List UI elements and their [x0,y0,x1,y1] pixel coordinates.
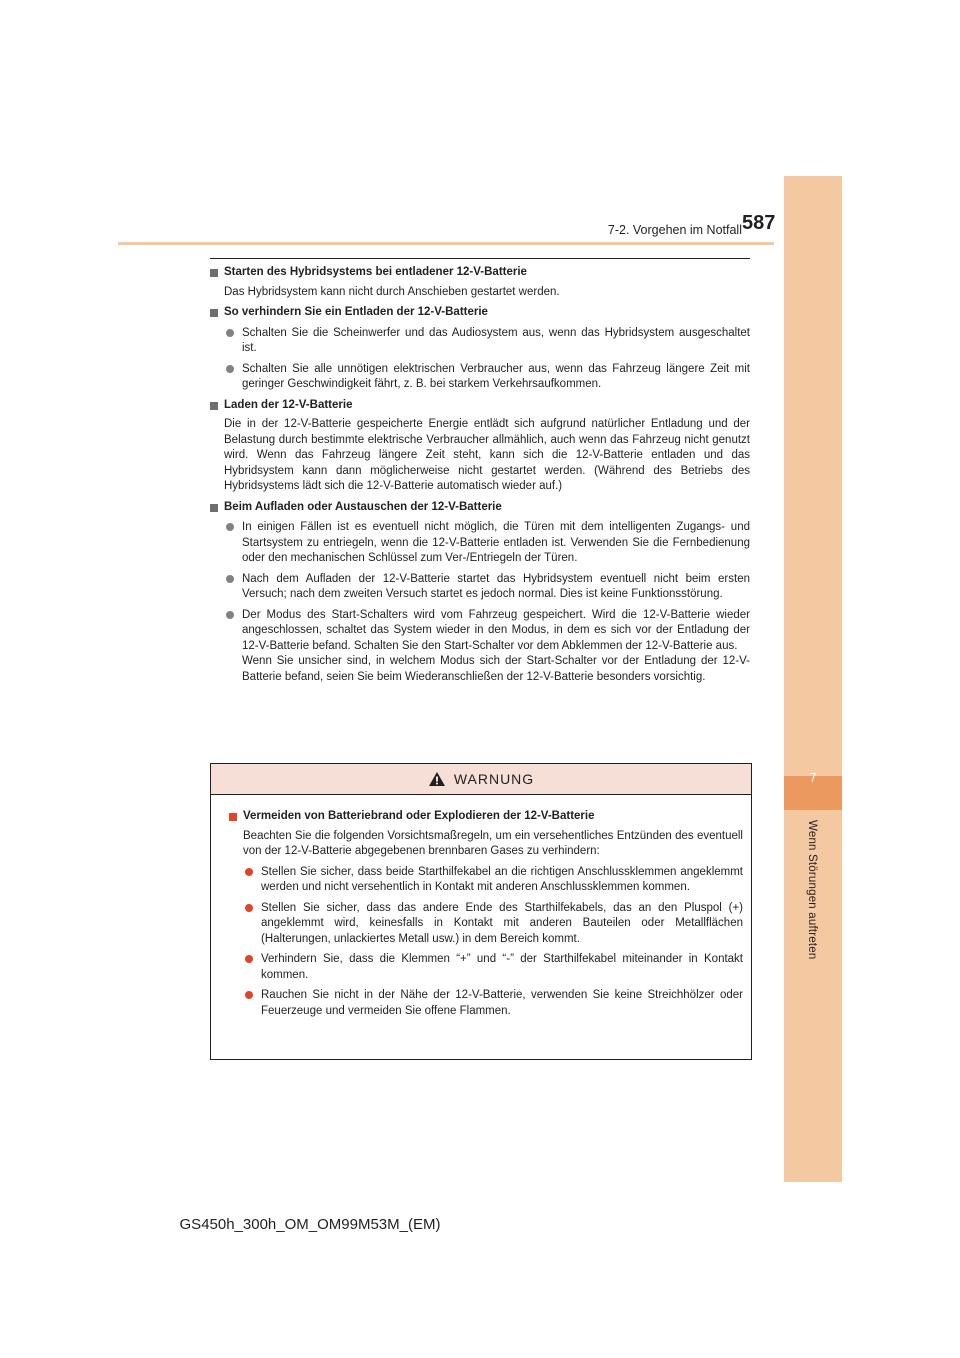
chapter-tab-top [784,176,842,776]
section-title: Beim Aufladen oder Austauschen der 12-V-Batterie [210,500,750,516]
section-charging [210,398,750,495]
chapter-number: 7 [809,770,817,785]
section-prevent-discharge [210,305,750,393]
section-text: Das Hybridsystem kann nicht durch Anschieben gestartet werden. [224,285,560,298]
chapter-title: Wenn Störungen auftreten [806,820,818,960]
page-number: 587 [742,212,776,234]
warning-header [211,764,751,795]
content-top-rule [210,258,750,259]
warning-heading: Vermeiden von Batteriebrand oder Explodieren der 12-V-Batterie [229,809,743,825]
section-starting [210,265,750,300]
list-item: Schalten Sie alle unnötigen elektrischen Verbraucher aus, wenn das Fahrzeug längere Zeit mit geringer Geschwindigkeit fährt, z. B. bei starkem Verkehrsaufkommen. [210,362,750,393]
circle-bullet-icon [226,523,234,531]
warning-intro: Beachten Sie die folgenden Vorsichtsmaßregeln, um ein versehentliches Entzünden des eventuell von der 12-V-Batterie abgegebenen brennbaren Gases zu verhindern: [243,829,743,857]
list-item: Rauchen Sie nicht in der Nähe der 12-V-Batterie, verwenden Sie keine Streichhölzer oder Feuerzeuge und vermeiden Sie offene Flammen. [229,988,743,1019]
warning-title: WARNUNG [453,771,535,787]
section-header: 7-2. Vorgehen im Notfall [607,223,742,237]
header-rule [118,242,774,245]
section-recharging-replacing [210,500,750,686]
circle-bullet-icon [226,329,234,337]
square-bullet-icon [229,813,237,821]
square-bullet-icon [210,504,218,512]
circle-bullet-icon [245,955,253,963]
square-bullet-icon [210,269,218,277]
list-item: In einigen Fällen ist es eventuell nicht möglich, die Türen mit dem intelligenten Zugangs- und Startsystem zu entriegeln, wenn die 12-V-Batterie entladen ist. Verwenden Sie die Fernbedienung oder den mechanischen Schlüssel zum Ver-/Entriegeln der Türen. [210,520,750,567]
circle-bullet-icon [245,904,253,912]
list-item: Stellen Sie sicher, dass beide Starthilfekabel an die richtigen Anschlussklemmen angeklemmt werden und nicht versehentlich in Kontakt mit anderen Anschlussklemmen kommen. [229,865,743,896]
circle-bullet-icon [226,611,234,619]
section-text: Die in der 12-V-Batterie gespeicherte Energie entlädt sich aufgrund natürlicher Entladung und der Belastung durch bestimmte elektrische Verbraucher allmählich, auch wenn das Fahrzeug nicht genutzt wird. Wenn das Fahrzeug längere Zeit steht, kann sich die 12-V-Batterie entladen und das Hybridsystem kann dann möglicherweise nicht gestartet werden. (Während des Betriebs des Hybridsystems lädt sich die 12-V-Batterie automatisch wieder auf.) [224,418,750,492]
circle-bullet-icon [226,575,234,583]
list-item: Stellen Sie sicher, dass das andere Ende des Starthilfekabels, das an den Pluspol (+) angeklemmt wird, keinesfalls in Kontakt mit anderen Bauteilen oder Metallflächen (Halterungen, unlackiertes Metall usw.) in dem Bereich kommt. [229,901,743,948]
circle-bullet-icon [245,991,253,999]
section-title: Laden der 12-V-Batterie [210,398,750,414]
square-bullet-icon [210,402,218,410]
circle-bullet-icon [245,868,253,876]
list-item: Verhindern Sie, dass die Klemmen “+” und “-” der Starthilfekabel miteinander in Kontakt kommen. [229,952,743,983]
list-item: Schalten Sie die Scheinwerfer und das Audiosystem aus, wenn das Hybridsystem ausgeschaltet ist. [210,326,750,357]
warning-body [211,795,751,1019]
list-item: Der Modus des Start-Schalters wird vom Fahrzeug gespeichert. Wird die 12-V-Batterie wieder angeschlossen, schaltet das System wieder in den Modus, in dem es sich vor der Entladung der 12-V-Batterie befand. Schalten Sie den Start-Schalter vor dem Abklemmen der 12-V-Batterie aus. Wenn Sie unsicher sind, in welchem Modus sich der Start-Schalter vor der Entladung der 12-V-Batterie befand, seien Sie beim Wiederanschließen der 12-V-Batterie besonders vorsichtig. [210,608,750,686]
list-item-continuation: Wenn Sie unsicher sind, in welchem Modus sich der Start-Schalter vor der Entladung der 12-V-Batterie befand, seien Sie beim Wiederanschließen der 12-V-Batterie besonders vorsichtig. [242,655,750,683]
main-content [210,258,750,685]
footer-doc-code: GS450h_300h_OM_OM99M53M_(EM) [179,1216,441,1233]
warning-box [210,763,752,1060]
warning-triangle-icon [428,771,446,787]
square-bullet-icon [210,309,218,317]
circle-bullet-icon [226,365,234,373]
section-title: So verhindern Sie ein Entladen der 12-V-Batterie [210,305,750,321]
list-item: Nach dem Aufladen der 12-V-Batterie startet das Hybridsystem eventuell nicht beim ersten Versuch; nach dem zweiten Versuch startet es jedoch normal. Dies ist keine Funktionsstörung. [210,572,750,603]
section-title: Starten des Hybridsystems bei entladener 12-V-Batterie [210,265,750,281]
